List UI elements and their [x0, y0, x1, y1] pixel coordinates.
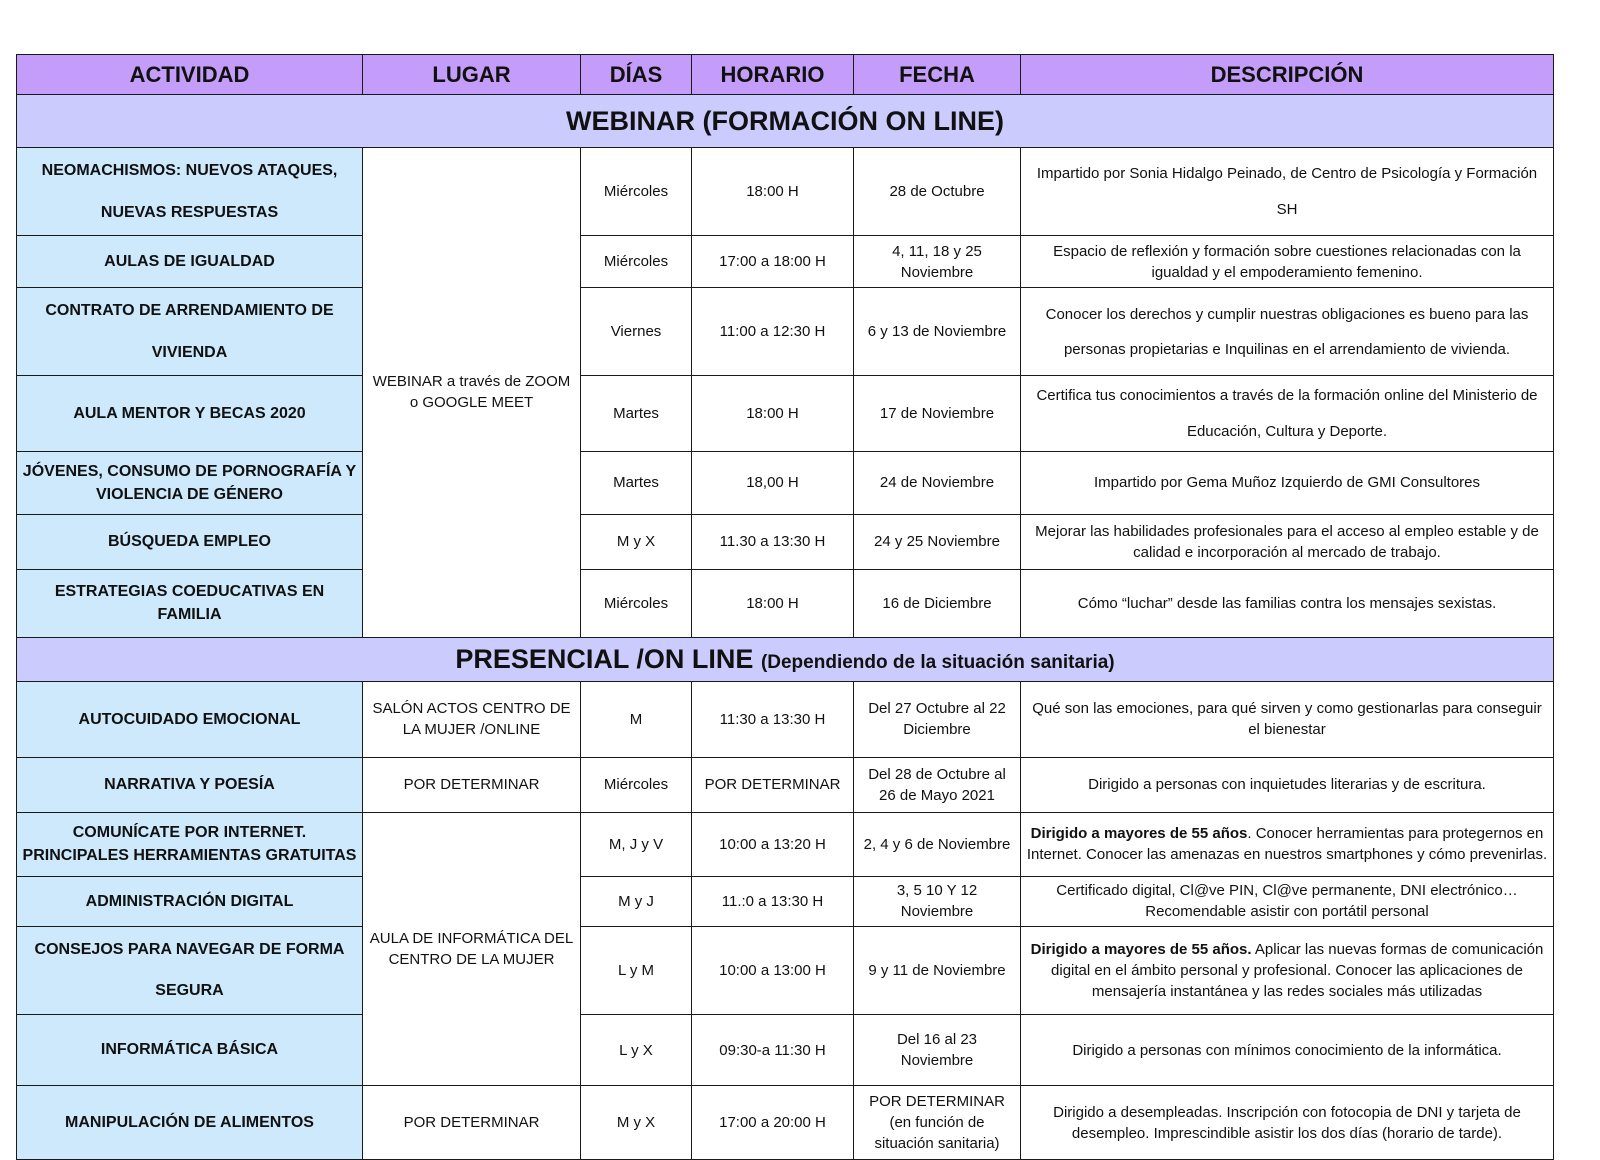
activity-name: BÚSQUEDA EMPLEO: [17, 514, 363, 569]
lugar-cell: POR DETERMINAR: [363, 757, 581, 812]
header-lugar: LUGAR: [363, 55, 581, 95]
descripcion-cell: Dirigido a desempleadas. Inscripción con fotocopia de DNI y tarjeta de desempleo. Imprescindible asistir los dos días (horario de tarde).: [1021, 1086, 1554, 1160]
schedule-table: [16, 54, 1554, 1160]
activity-name: AUTOCUIDADO EMOCIONAL: [17, 681, 363, 757]
horario-cell: 18:00 H: [692, 376, 854, 452]
header-dias: DÍAS: [581, 55, 692, 95]
horario-cell: 17:00 a 18:00 H: [692, 236, 854, 288]
header-horario: HORARIO: [692, 55, 854, 95]
table-row: [17, 876, 1554, 926]
fecha-cell: Del 27 Octubre al 22 Diciembre: [854, 681, 1021, 757]
dias-cell: Martes: [581, 451, 692, 514]
horario-cell: 11:30 a 13:30 H: [692, 681, 854, 757]
horario-cell: 11.:0 a 13:30 H: [692, 876, 854, 926]
horario-cell: 10:00 a 13:00 H: [692, 926, 854, 1014]
fecha-cell: 2, 4 y 6 de Noviembre: [854, 812, 1021, 876]
section-title-note: (Dependiendo de la situación sanitaria): [760, 651, 1115, 673]
descripcion-cell: [1021, 926, 1554, 1014]
activity-name: MANIPULACIÓN DE ALIMENTOS: [17, 1086, 363, 1160]
activity-name: CONTRATO DE ARRENDAMIENTO DE VIVIENDA: [17, 288, 363, 376]
horario-cell: 09:30-a 11:30 H: [692, 1015, 854, 1086]
table-row: [17, 148, 1554, 236]
lugar-cell: SALÓN ACTOS CENTRO DE LA MUJER /ONLINE: [363, 681, 581, 757]
table-row: [17, 1015, 1554, 1086]
fecha-cell: 16 de Diciembre: [854, 569, 1021, 637]
activity-name: COMUNÍCATE POR INTERNET. PRINCIPALES HERRAMIENTAS GRATUITAS: [17, 812, 363, 876]
table-row: [17, 376, 1554, 452]
descripcion-cell: Certificado digital, Cl@ve PIN, Cl@ve permanente, DNI electrónico… Recomendable asistir con portátil personal: [1021, 876, 1554, 926]
table-row: [17, 757, 1554, 812]
table-row: [17, 288, 1554, 376]
table-row: [17, 926, 1554, 1014]
fecha-cell: Del 28 de Octubre al 26 de Mayo 2021: [854, 757, 1021, 812]
activity-name: AULAS DE IGUALDAD: [17, 236, 363, 288]
table-row: [17, 514, 1554, 569]
horario-cell: 11.30 a 13:30 H: [692, 514, 854, 569]
activity-name: NEOMACHISMOS: NUEVOS ATAQUES, NUEVAS RESPUESTAS: [17, 148, 363, 236]
section-title-main: PRESENCIAL /ON LINE: [455, 643, 754, 674]
descripcion-cell: Espacio de reflexión y formación sobre cuestiones relacionadas con la igualdad y el empoderamiento femenino.: [1021, 236, 1554, 288]
horario-cell: POR DETERMINAR: [692, 757, 854, 812]
table-row: [17, 236, 1554, 288]
dias-cell: Miércoles: [581, 148, 692, 236]
table-row: [17, 681, 1554, 757]
table-row: [17, 451, 1554, 514]
fecha-cell: 28 de Octubre: [854, 148, 1021, 236]
horario-cell: 18:00 H: [692, 569, 854, 637]
fecha-cell: POR DETERMINAR (en función de situación sanitaria): [854, 1086, 1021, 1160]
activity-name: NARRATIVA Y POESÍA: [17, 757, 363, 812]
header-actividad: ACTIVIDAD: [17, 55, 363, 95]
section-title-presencial: [17, 637, 1554, 681]
horario-cell: 11:00 a 12:30 H: [692, 288, 854, 376]
fecha-cell: 9 y 11 de Noviembre: [854, 926, 1021, 1014]
fecha-cell: Del 16 al 23 Noviembre: [854, 1015, 1021, 1086]
horario-cell: 10:00 a 13:20 H: [692, 812, 854, 876]
header-descripcion: DESCRIPCIÓN: [1021, 55, 1554, 95]
section-row-webinar: [17, 95, 1554, 148]
table-row: [17, 812, 1554, 876]
section-row-presencial: [17, 637, 1554, 681]
activity-name: INFORMÁTICA BÁSICA: [17, 1015, 363, 1086]
dias-cell: M, J y V: [581, 812, 692, 876]
dias-cell: Martes: [581, 376, 692, 452]
descripcion-text: . Conocer herramientas para protegernos en Internet. Conocer las amenazas en nuestros smartphones y cómo prevenirlas.: [1026, 825, 1548, 864]
dias-cell: Viernes: [581, 288, 692, 376]
descripcion-cell: Cómo “luchar” desde las familias contra los mensajes sexistas.: [1021, 569, 1554, 637]
descripcion-cell: Mejorar las habilidades profesionales para el acceso al empleo estable y de calidad e incorporación al mercado de trabajo.: [1021, 514, 1554, 569]
header-row: [17, 55, 1554, 95]
activity-name: JÓVENES, CONSUMO DE PORNOGRAFÍA Y VIOLENCIA DE GÉNERO: [17, 451, 363, 514]
fecha-cell: 17 de Noviembre: [854, 376, 1021, 452]
activity-name: ADMINISTRACIÓN DIGITAL: [17, 876, 363, 926]
fecha-cell: 4, 11, 18 y 25 Noviembre: [854, 236, 1021, 288]
horario-cell: 17:00 a 20:00 H: [692, 1086, 854, 1160]
header-fecha: FECHA: [854, 55, 1021, 95]
dias-cell: L y X: [581, 1015, 692, 1086]
dias-cell: M y X: [581, 514, 692, 569]
descripcion-cell: Impartido por Gema Muñoz Izquierdo de GMI Consultores: [1021, 451, 1554, 514]
lugar-cell-webinar: WEBINAR a través de ZOOM o GOOGLE MEET: [363, 148, 581, 638]
dias-cell: Miércoles: [581, 757, 692, 812]
descripcion-cell: Certifica tus conocimientos a través de la formación online del Ministerio de Educación, Cultura y Deporte.: [1021, 376, 1554, 452]
descripcion-cell: Dirigido a personas con mínimos conocimiento de la informática.: [1021, 1015, 1554, 1086]
dias-cell: Miércoles: [581, 236, 692, 288]
lugar-cell-aula-informatica: AULA DE INFORMÁTICA DEL CENTRO DE LA MUJER: [363, 812, 581, 1085]
activity-name: AULA MENTOR Y BECAS 2020: [17, 376, 363, 452]
fecha-cell: 6 y 13 de Noviembre: [854, 288, 1021, 376]
fecha-cell: 24 y 25 Noviembre: [854, 514, 1021, 569]
dias-cell: M y J: [581, 876, 692, 926]
activity-name: CONSEJOS PARA NAVEGAR DE FORMA SEGURA: [17, 926, 363, 1014]
dias-cell: L y M: [581, 926, 692, 1014]
descripcion-text: Aplicar las nuevas formas de comunicación digital en el ámbito personal y profesional. Conocer las aplicaciones de mensajería instantánea y las redes sociales más utilizadas: [1051, 940, 1544, 1000]
horario-cell: 18,00 H: [692, 451, 854, 514]
dias-cell: M y X: [581, 1086, 692, 1160]
descripcion-cell: Conocer los derechos y cumplir nuestras obligaciones es bueno para las personas propietarias e Inquilinas en el arrendamiento de vivienda.: [1021, 288, 1554, 376]
dias-cell: Miércoles: [581, 569, 692, 637]
lugar-cell: POR DETERMINAR: [363, 1086, 581, 1160]
descripcion-bold: Dirigido a mayores de 55 años: [1030, 825, 1248, 843]
fecha-cell: 24 de Noviembre: [854, 451, 1021, 514]
activity-name: ESTRATEGIAS COEDUCATIVAS EN FAMILIA: [17, 569, 363, 637]
dias-cell: M: [581, 681, 692, 757]
descripcion-cell: Dirigido a personas con inquietudes literarias y de escritura.: [1021, 757, 1554, 812]
table-row: [17, 1086, 1554, 1160]
descripcion-cell: Qué son las emociones, para qué sirven y como gestionarlas para conseguir el bienestar: [1021, 681, 1554, 757]
horario-cell: 18:00 H: [692, 148, 854, 236]
descripcion-cell: Impartido por Sonia Hidalgo Peinado, de Centro de Psicología y Formación SH: [1021, 148, 1554, 236]
descripcion-cell: [1021, 812, 1554, 876]
section-title-webinar: WEBINAR (FORMACIÓN ON LINE): [17, 95, 1554, 148]
descripcion-bold: Dirigido a mayores de 55 años.: [1030, 940, 1252, 958]
fecha-cell: 3, 5 10 Y 12 Noviembre: [854, 876, 1021, 926]
table-row: [17, 569, 1554, 637]
